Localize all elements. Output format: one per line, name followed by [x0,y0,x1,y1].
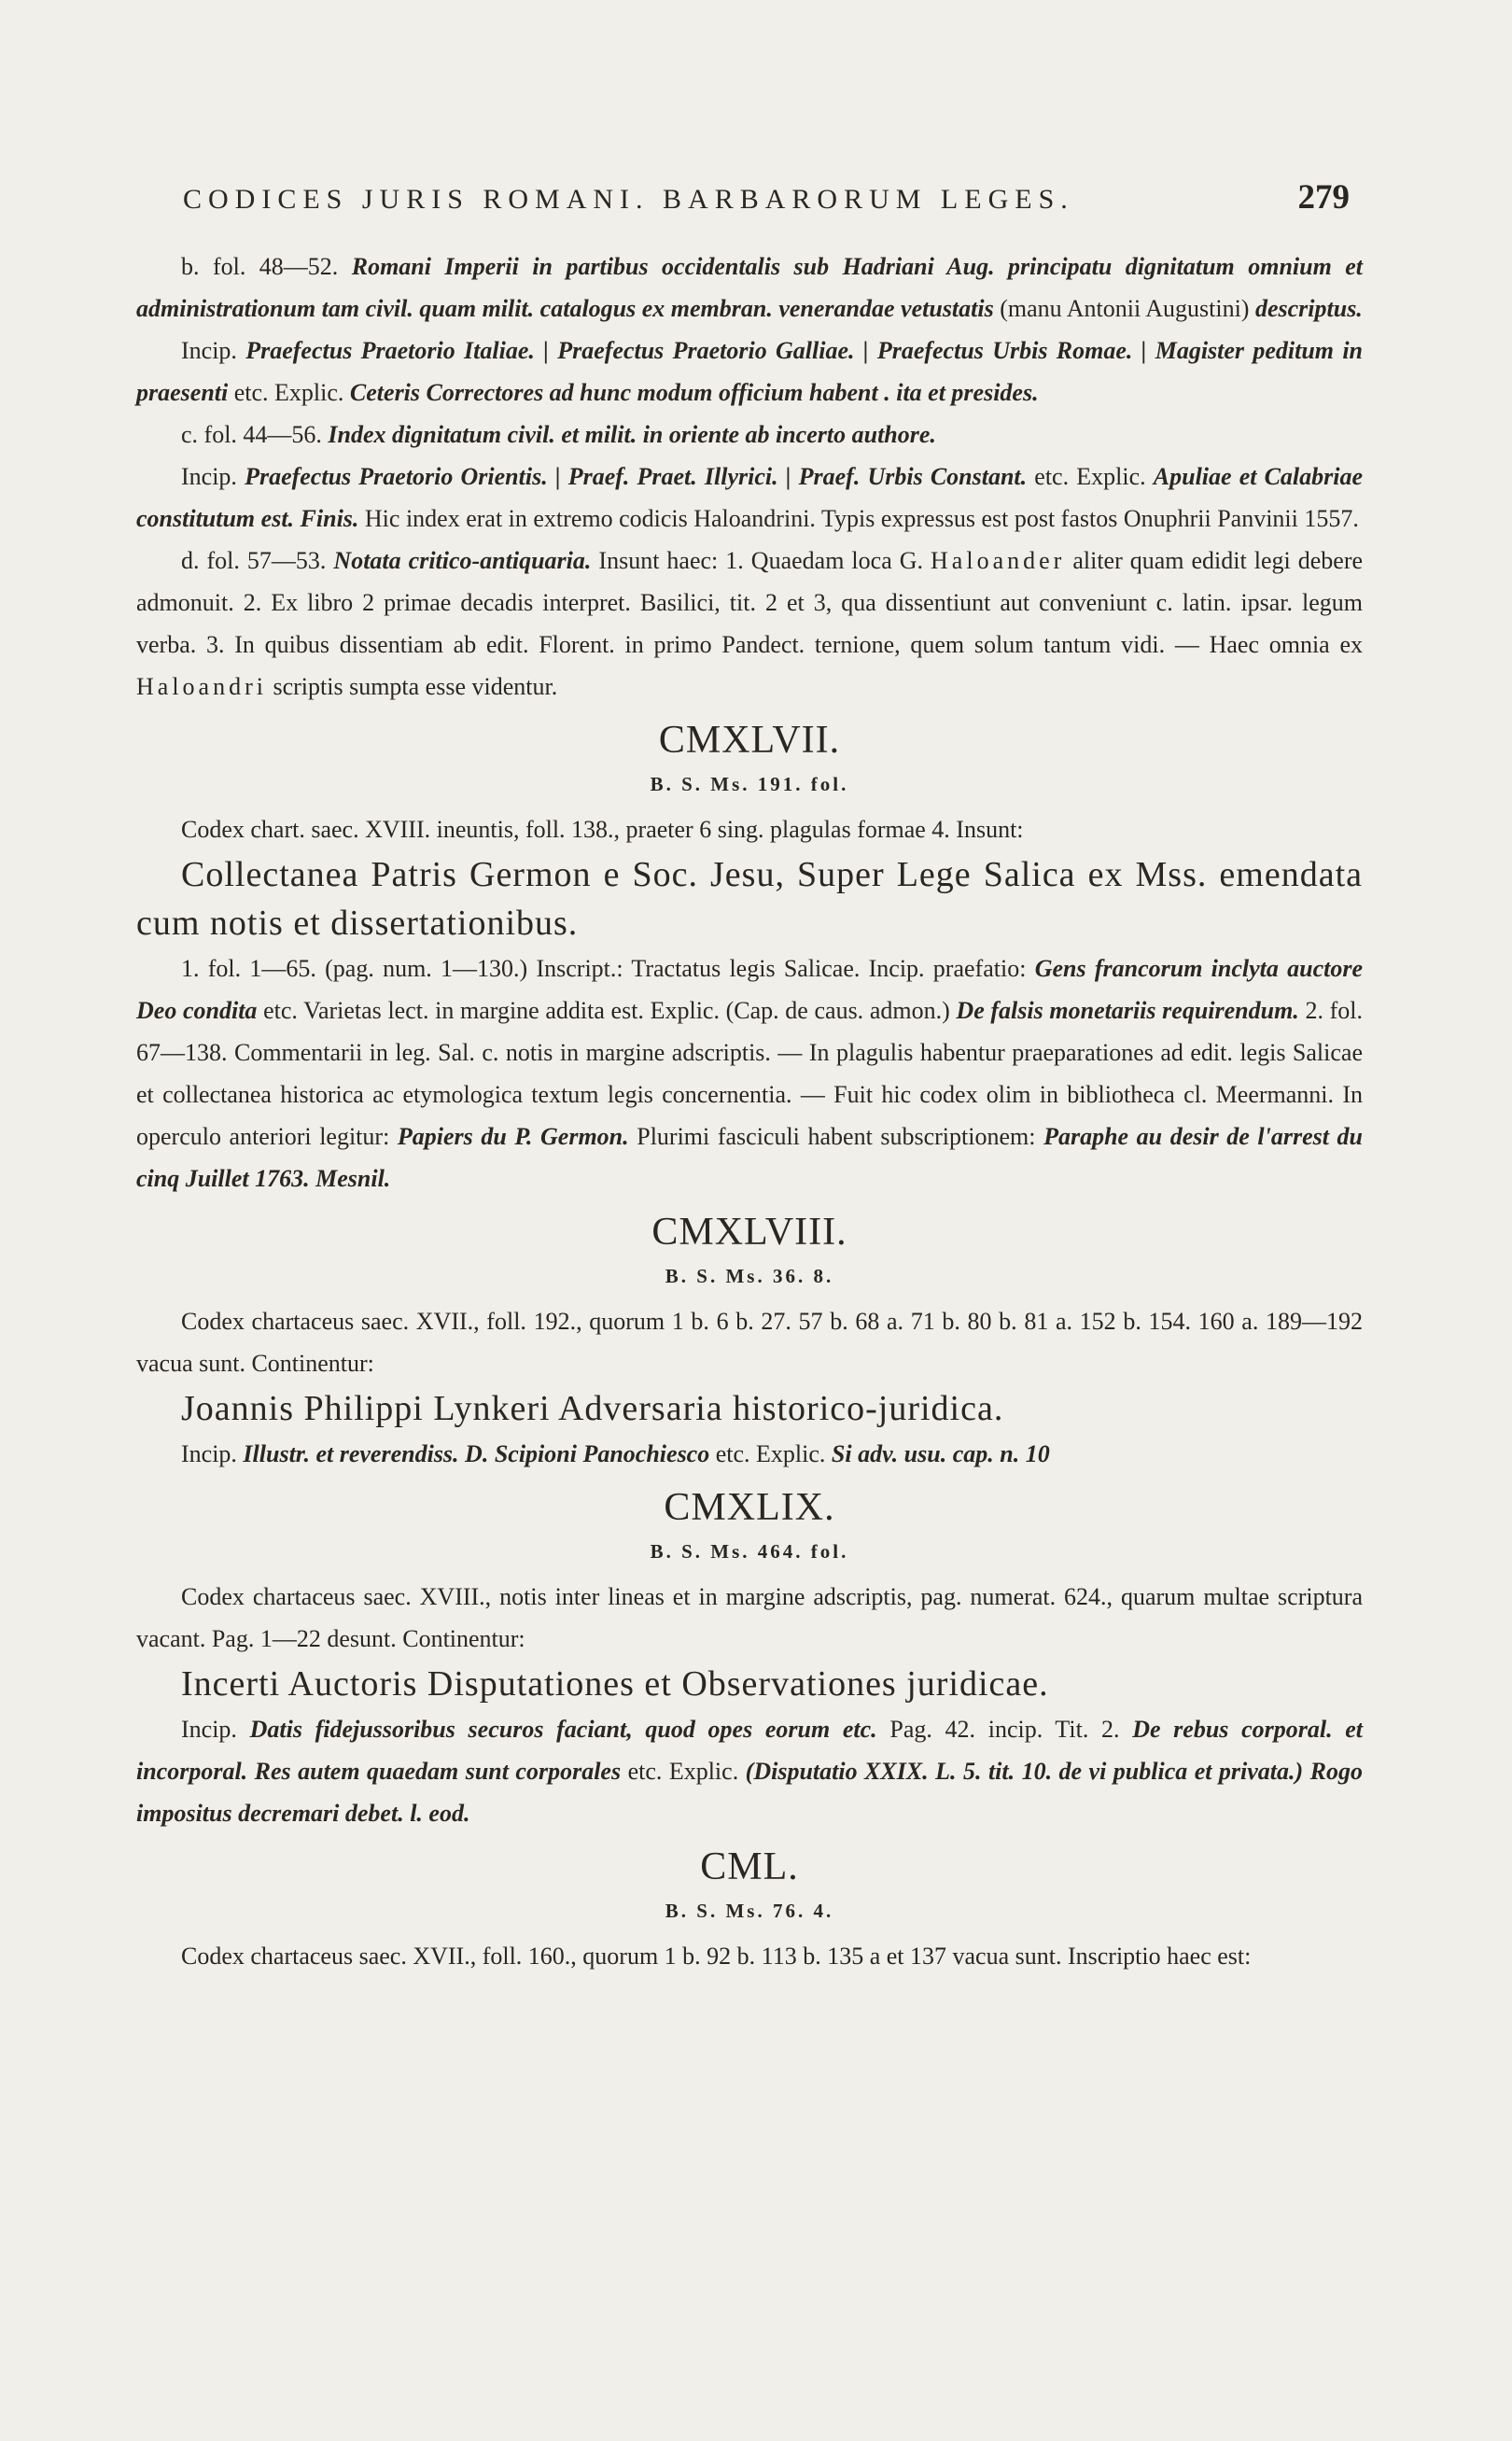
incip-label: Incip. [181,1440,237,1467]
running-head [183,177,1350,217]
etc-text: etc. [233,379,269,406]
body-explicit: (Disputatio XXIX. L. 5. tit. 10. de vi publica et privata.) Rogo impositus decremari debet. l. eod. [136,1758,1363,1827]
explic-text: Ceteris Correctores ad hunc modum officium habent . ita et presides. [349,379,1039,406]
item-d [136,540,1363,708]
etc-text: etc. [1034,463,1070,490]
work-title: Incerti Auctoris Disputationes et Observationes juridicae. [181,1664,1049,1704]
body-quote: Papiers du P. Germon. [397,1123,629,1150]
body-incipit: Illustr. et reverendiss. D. Scipioni Panochiesco [243,1440,710,1467]
codex-number: CMXLIX. [664,1486,835,1529]
shelfmark: B. S. Ms. 464. fol. [650,1540,849,1563]
codex-body [136,1433,1363,1475]
shelfmark: B. S. Ms. 191. fol. [650,773,849,795]
codex-body [136,947,1363,1199]
page-number: 279 [1297,178,1350,217]
incip-label: Incip. [181,1716,237,1743]
body-title: De rebus corporal. et incorporal. Res autem quaedam sunt corporales [136,1716,1364,1785]
explic-text: Apuliae et Calabriae constitutum est. Finis. [136,463,1364,532]
body-text: etc. Varietas lect. in margine addita est. Explic. (Cap. de caus. admon.) [263,997,950,1024]
item-d-text-b: aliter quam edidit legi debere admonuit. 2. Ex libro 2 primae decadis interpret. Basilici, tit. 2 et 3, qua dissentiunt aut conveniunt c. latin. ipsar. legum verba. 3. In quibus dissentiam ab edit. Florent. in primo Pandect. ternione, quem solum tantum vidi. — Haec omnia ex [136,547,1364,658]
incip-text: Praefectus Praetorio Italiae. | Praefectus Praetorio Galliae. | Praefectus Urbis Romae. | Magister peditum in praesenti [136,337,1364,406]
incip-label: Incip. [181,337,237,364]
codex-body [136,1708,1363,1834]
codex-description: Codex chartaceus saec. XVII., foll. 192., quorum 1 b. 6 b. 27. 57 b. 68 a. 71 b. 80 b. 81 a. 152 b. 154. 160 a. 189—192 vacua sunt. Continentur: [136,1308,1363,1377]
body-text: etc. Explic. [715,1440,826,1467]
item-b [136,246,1363,330]
body-incipit: Gens francorum inclyta auctore Deo condita [136,955,1364,1024]
body-text: Pag. 42. incip. Tit. 2. [889,1716,1120,1743]
author-name: Haloandri [136,673,267,700]
item-d-text-a: Insunt haec: 1. Quaedam loca G. [598,547,924,574]
incip-b [136,330,1363,414]
item-b-note: (manu Antonii Augustini) [1000,295,1250,322]
item-b-label: b. fol. 48—52. [181,253,339,280]
body-text: 2. fol. 67—138. Commentarii in leg. Sal. c. notis in margine adscriptis. — In plagulis habentur praeparationes ad edit. legis Salicae et collectanea historica ac etymologica textum legis concernentia. — Fuit hic codex olim in bibliotheca cl. Meermanni. In operculo anteriori legitur: [136,997,1364,1150]
body-text: etc. Explic. [627,1758,739,1785]
item-c-title: Index dignitatum civil. et milit. in oriente ab incerto authore. [328,421,936,448]
work-title: Collectanea Patris Germon e Soc. Jesu, Super Lege Salica ex Mss. emendata cum notis et dissertationibus. [136,855,1363,943]
work-title: Joannis Philippi Lynkeri Adversaria historico-juridica. [181,1389,1004,1428]
codex-number: CMXLVIII. [651,1211,847,1254]
running-title: CODICES JURIS ROMANI. BARBARORUM LEGES. [183,184,1074,215]
incip-text: Praefectus Praetorio Orientis. | Praef. Praet. Illyrici. | Praef. Urbis Constant. [245,463,1028,490]
codex-description: Codex chartaceus saec. XVII., foll. 160., quorum 1 b. 92 b. 113 b. 135 a et 137 vacua sunt. Inscriptio haec est: [181,1943,1252,1970]
body-text: 1. fol. 1—65. (pag. num. 1—130.) Inscript.: Tractatus legis Salicae. Incip. praefatio: [181,955,1027,982]
item-d-label: d. fol. 57—53. [181,547,327,574]
body-explicit: De falsis monetariis requirendum. [956,997,1299,1024]
codex-number: CMXLVII. [658,719,841,762]
note-text: Hic index erat in extremo codicis Haloandrini. Typis expressus est post fastos Onuphrii Panvinii 1557. [364,505,1359,532]
codex-number: CML. [700,1845,799,1888]
codex-description: Codex chart. saec. XVIII. ineuntis, foll. 138., praeter 6 sing. plagulas formae 4. Insunt: [181,816,1024,843]
codex-description: Codex chartaceus saec. XVIII., notis inter lineas et in margine adscriptis, pag. numerat. 624., quarum multae scriptura vacant. Pag. 1—22 desunt. Continentur: [136,1583,1363,1652]
author-name: Haloander [931,547,1066,574]
item-b-title-end: descriptus. [1254,295,1363,322]
incip-c [136,456,1363,540]
body-quote: Paraphe au desir de l'arrest du cinq Juillet 1763. Mesnil. [136,1123,1364,1192]
body-explicit: Si adv. usu. cap. n. 10 [831,1440,1050,1467]
item-c [136,414,1363,456]
body-incipit: Datis fidejussoribus securos faciant, quod opes eorum etc. [249,1716,877,1743]
item-d-text-c: scriptis sumpta esse videntur. [273,673,558,700]
explic-label: Explic. [1076,463,1146,490]
item-b-title: Romani Imperii in partibus occidentalis sub Hadriani Aug. principatu dignitatum omnium et administrationum tam civil. quam milit. catalogus ex membran. venerandae vetustatis [136,253,1364,322]
item-d-title: Notata critico-antiquaria. [333,547,592,574]
shelfmark: B. S. Ms. 36. 8. [665,1265,834,1287]
body-text: Plurimi fasciculi habent subscriptionem: [637,1123,1036,1150]
explic-label: Explic. [274,379,344,406]
shelfmark: B. S. Ms. 76. 4. [665,1900,834,1922]
catalogue-entries [136,246,1363,1977]
incip-label: Incip. [181,463,237,490]
item-c-label: c. fol. 44—56. [181,421,322,448]
